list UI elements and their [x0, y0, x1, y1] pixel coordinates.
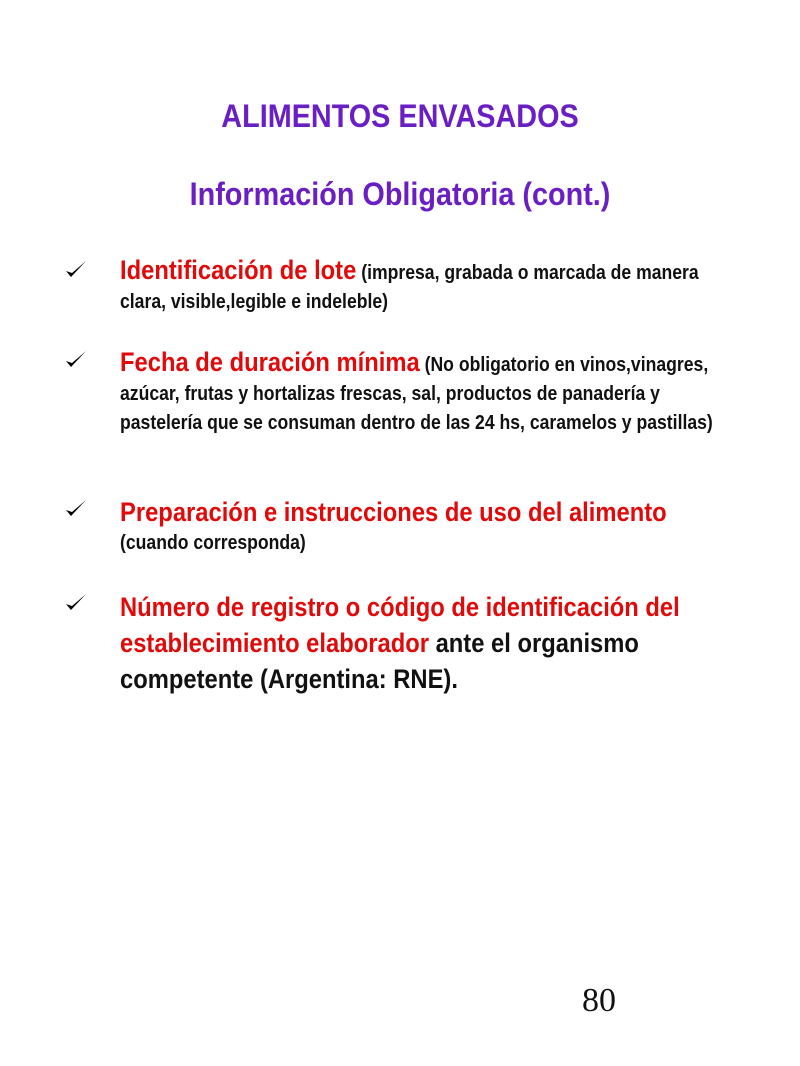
item-heading: Preparación e instrucciones de uso del alimento	[120, 497, 667, 527]
item-detail: ante el organismo competente (Argentina: RNE).	[120, 628, 639, 694]
page-number: 80	[582, 982, 616, 1019]
item-heading: Identificación de lote	[120, 255, 357, 285]
page-subtitle: Información Obligatoria (cont.)	[189, 176, 611, 212]
item-text	[120, 589, 718, 697]
item-heading: Número de registro o código de identificación del establecimiento elaborador	[120, 592, 680, 658]
item-text	[120, 256, 718, 317]
page-title: ALIMENTOS ENVASADOS	[221, 98, 579, 134]
checkmark-icon	[64, 348, 88, 372]
item-text	[120, 348, 718, 438]
checkmark-icon	[64, 497, 88, 521]
item-detail: (impresa, grabada o marcada de manera clara, visible,legible e indeleble)	[120, 262, 699, 313]
item-detail: (No obligatorio en vinos,vinagres, azúcar, frutas y hortalizas frescas, sal, productos de panadería y pastelería que se consuman dentro de las 24 hs, caramelos y pastillas)	[120, 354, 713, 434]
checkmark-icon	[64, 258, 88, 282]
item-detail: (cuando corresponda)	[120, 532, 306, 554]
item-heading: Fecha de duración mínima	[120, 347, 420, 377]
checkmark-icon	[64, 591, 88, 615]
item-text	[120, 495, 718, 558]
